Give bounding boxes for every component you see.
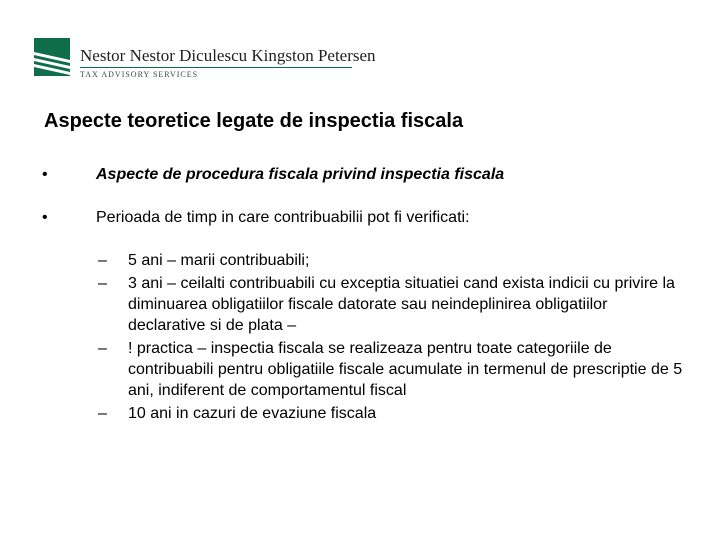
bullet-marker: • [42, 209, 48, 226]
sub-bullet-item [98, 250, 688, 271]
sub-bullet-marker: – [98, 252, 107, 269]
sub-bullet-marker: – [98, 340, 107, 357]
sub-bullet-item [98, 338, 688, 401]
bullet-text: Perioada de timp in care contribuabilii pot fi verificati: [96, 209, 470, 226]
sub-bullet-marker: – [98, 275, 107, 292]
logo-divider [80, 67, 352, 68]
bullet-text: Aspecte de procedura fiscala privind inspectia fiscala [96, 166, 505, 183]
sub-bullet-marker: – [98, 405, 107, 422]
sub-bullet-list [98, 250, 688, 426]
sub-bullet-text: 10 ani in cazuri de evaziune fiscala [128, 405, 377, 422]
company-name: Nestor Nestor Diculescu Kingston Petersen [80, 46, 376, 65]
sub-bullet-text: ! practica – inspectia fiscala se realizeaza pentru toate categoriile de contribuabili pentru obligatiile fiscale acumulate in termenul de prescriptie de 5 ani, indiferent de comportamentul fiscal [128, 340, 683, 399]
building-logo-icon [34, 38, 70, 76]
sub-bullet-item [98, 403, 688, 424]
slide-title: Aspecte teoretice legate de inspectia fiscala [44, 110, 464, 132]
sub-bullet-item [98, 273, 688, 336]
sub-bullet-text: 5 ani – marii contribuabili; [128, 252, 310, 269]
company-tagline: TAX ADVISORY SERVICES [80, 70, 199, 79]
bullet-marker: • [42, 166, 48, 183]
sub-bullet-text: 3 ani – ceilalti contribuabili cu exceptia situatiei cand exista indicii cu privire la diminuarea obligatiilor fiscale datorate sau neindeplinirea obligatiilor declarative si de plata – [128, 275, 675, 334]
